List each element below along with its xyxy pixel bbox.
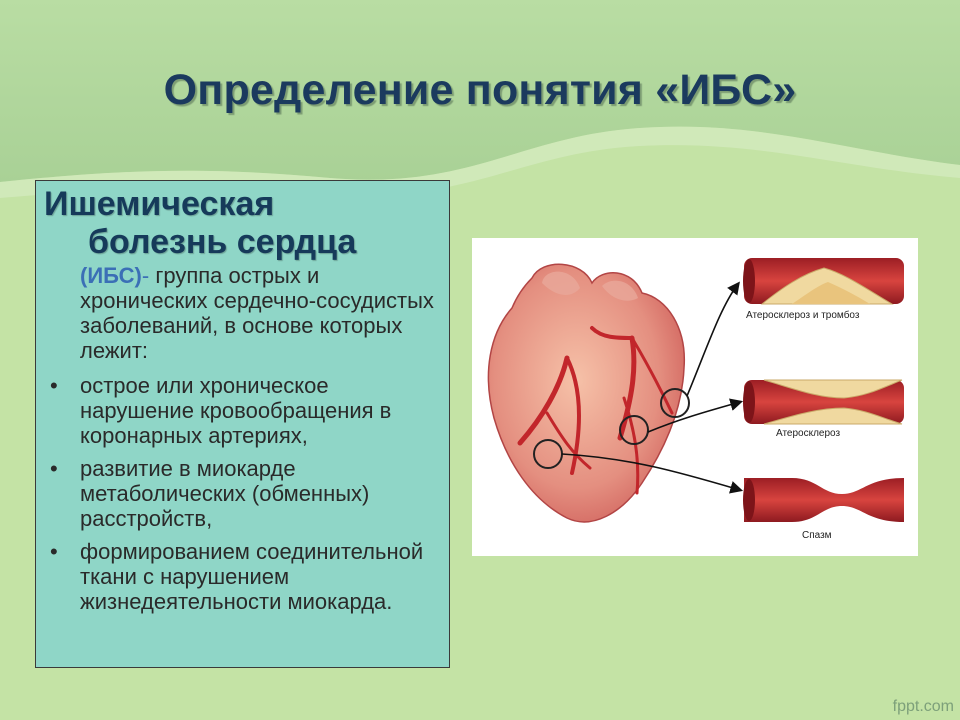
vessel-spasm <box>743 478 904 522</box>
bullet-text: острое или хроническое нарушение кровообращения в коронарных артериях, <box>80 373 392 448</box>
heart-illustration <box>472 238 918 556</box>
vessel-thrombosis <box>743 258 904 304</box>
vessel-atherosclerosis <box>743 380 904 424</box>
definition-text <box>80 263 441 363</box>
slide-title: Определение понятия «ИБС» <box>163 66 797 114</box>
bullet-text: развитие в миокарде метаболических (обменных) расстройств, <box>80 456 370 531</box>
heart-artery-diagram <box>472 238 918 556</box>
caption-thrombosis: Атеросклероз и тромбоз <box>746 310 860 321</box>
term-line-2: болезнь сердца <box>88 223 357 261</box>
abbreviation: (ИБС) <box>80 263 142 288</box>
bullet-list <box>44 373 441 614</box>
watermark: fppt.com <box>892 698 954 715</box>
definition-box <box>35 180 450 668</box>
bullet-icon: • <box>50 373 58 398</box>
bullet-text: формированием соединительной ткани с нарушением жизнедеятельности миокарда. <box>80 539 424 614</box>
term-line-1: Ишемическая <box>44 185 275 223</box>
list-item <box>44 539 441 614</box>
list-item <box>44 456 441 531</box>
bullet-icon: • <box>50 539 58 564</box>
list-item <box>44 373 441 448</box>
term-heading <box>44 185 441 261</box>
heart-icon <box>488 264 684 522</box>
caption-atherosclerosis: Атеросклероз <box>776 428 841 439</box>
dash: - <box>141 263 150 288</box>
bullet-icon: • <box>50 456 58 481</box>
caption-spasm: Спазм <box>802 530 832 541</box>
definition-body: группа острых и хронических сердечно-сосудистых заболеваний, в основе которых лежит: <box>80 263 434 363</box>
